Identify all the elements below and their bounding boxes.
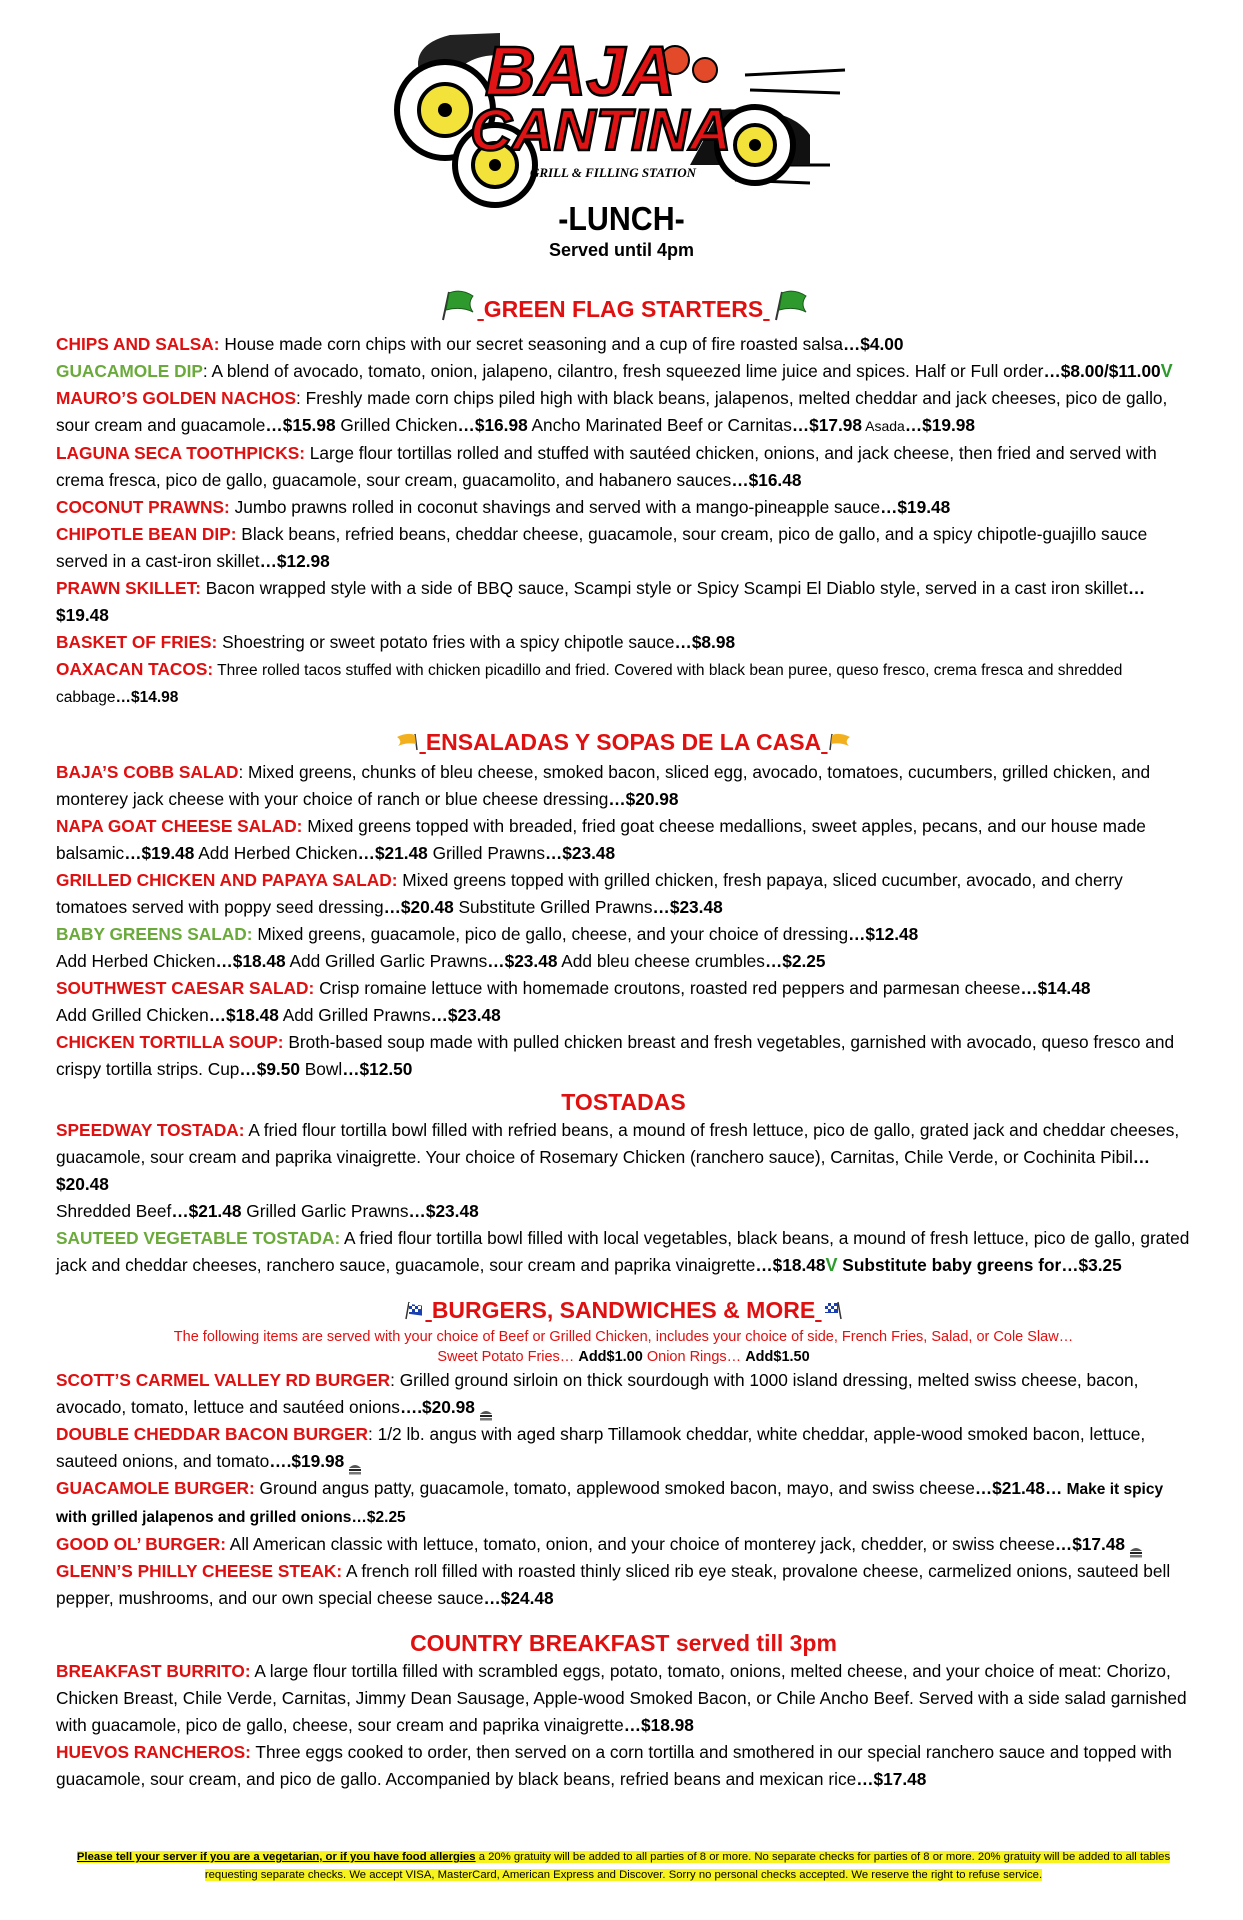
sweet-potato-fries-label: Sweet Potato Fries… [437,1348,579,1365]
item-name: BASKET OF FRIES: [56,632,218,652]
item-price: …$20.48 [56,1146,1151,1194]
item-option: Shredded Beef [56,1200,172,1221]
sides-note-line1: The following items are served with your choice of Beef or Grilled Chicken, includes your choice of side, French Fries, Salad, or Cole Slaw… [173,1328,1074,1345]
item-name: SCOTT’S CARMEL VALLEY RD BURGER [56,1369,391,1390]
item-option: Add Grilled Garlic Prawns [285,950,488,971]
menu-item [56,1029,1191,1083]
green-flag-icon [437,290,477,331]
menu-item [56,385,1191,440]
item-description: Ground angus patty, guacamole, tomato, applewood smoked bacon, mayo, and swiss cheese [254,1477,975,1498]
menu-item [56,921,1191,975]
item-price: …$12.50 [342,1058,413,1079]
item-price: …$18.48 [208,1004,279,1025]
menu-item [56,1117,1191,1225]
item-name: SAUTEED VEGETABLE TOSTADA: [56,1227,341,1248]
item-option: Grilled Garlic Prawns [241,1200,409,1221]
item-price: …$17.98 [791,415,862,435]
sides-note-line2 [56,1347,1191,1367]
section-header-salads [56,727,1191,759]
item-price: …$15.98 [265,415,336,435]
item-price: …$23.48 [430,1004,501,1025]
item-description: A fried flour tortilla bowl filled with refried beans, a mound of fresh lettuce, pico de gallo, grated jack and cheddar cheeses, guacamole, sour cream and paprika vinaigrette. Your choice of Rosemary Chicken (ranchero sauce), Carnitas, Chile Verde, or Cochinita Pibil [56,1119,1180,1167]
menu-item [56,494,1191,521]
yellow-flag-icon [395,729,419,759]
item-name: GUACAMOLE BURGER: [56,1477,255,1498]
onion-rings-price: Add$1.50 [745,1348,810,1365]
item-name: DOUBLE CHEDDAR BACON BURGER [56,1423,369,1444]
item-name: GUACAMOLE DIP [56,361,203,381]
item-description: : A blend of avocado, tomato, onion, jalapeno, cilantro, fresh squeezed lime juice and spices. Half or Full order [202,361,1044,381]
menu-item [56,656,1191,711]
item-price: …$23.48 [652,896,723,917]
item-name: HUEVOS RANCHEROS: [56,1741,251,1762]
item-price: …$21.48 [357,842,428,863]
checkered-flag-icon [403,1297,425,1327]
item-price: …$21.48 [171,1200,242,1221]
item-price: …$8.98 [674,632,736,652]
item-price: …$23.48 [544,842,616,863]
item-description: Mixed greens, guacamole, pico de gallo, cheese, and your choice of dressing [252,923,849,944]
menu-item [56,1367,1191,1421]
yellow-flag-icon [828,729,852,759]
item-price: …$20.48 [383,896,454,917]
footer-policy [56,1848,1191,1884]
item-name: LAGUNA SECA TOOTHPICKS: [56,443,305,463]
section-title-tostadas: TOSTADAS [561,1088,686,1115]
item-name: BREAKFAST BURRITO: [56,1660,251,1681]
menu-item [56,1475,1191,1531]
item-price: …$19.48 [124,842,195,863]
green-flag-icon [770,290,810,331]
menu-item [56,1558,1191,1612]
burger-icon [479,1402,493,1414]
item-name: OAXACAN TACOS: [56,659,214,679]
item-description: : Grilled ground sirloin on thick sourdough with 1000 island dressing, melted swiss cheese, bacon, avocado, tomato, lettuce and sautéed onions [56,1369,1139,1417]
item-name: GRILLED CHICKEN AND PAPAYA SALAD: [56,869,398,890]
item-price: …$18.98 [623,1714,694,1735]
item-price: …$14.48 [1020,977,1091,998]
item-option: Ancho Marinated Beef or Carnitas [527,415,792,435]
menu-item [56,575,1191,629]
item-price: …$12.98 [259,551,330,571]
menu-item [56,1658,1191,1739]
item-price: …$14.98 [115,689,179,706]
item-name: SOUTHWEST CAESAR SALAD: [56,977,315,998]
item-description: : 1/2 lb. angus with aged sharp Tillamook cheddar, white cheddar, apple-wood smoked bacon, lettuce, sauteed onions, and tomato [56,1423,1146,1471]
item-price: …$21.48… [974,1477,1063,1498]
item-name: PRAWN SKILLET: [56,578,201,598]
item-name: MAURO’S GOLDEN NACHOS [56,388,297,408]
item-option: Add Grilled Chicken [56,1004,209,1025]
item-name: CHIPS AND SALSA: [56,334,220,354]
item-price: …$8.00/$11.00 [1043,361,1161,381]
onion-rings-label: Onion Rings… [642,1348,746,1365]
item-price: …$23.48 [487,950,558,971]
item-price: ….$20.98 [399,1396,475,1417]
checkered-flag-icon [822,1297,844,1327]
menu-item [56,358,1191,385]
item-option: Add Grilled Prawns [278,1004,431,1025]
item-price: …$24.48 [483,1587,554,1608]
section-title-salads: ENSALADAS Y SOPAS DE LA CASA [425,729,822,755]
item-price: …$19.48 [56,578,1146,625]
section-title-burgers: BURGERS, SANDWICHES & MORE [431,1296,816,1323]
item-extra: Make it spicy with grilled jalapenos and grilled onions…$2.25 [56,1480,1164,1526]
item-description: Mixed greens topped with grilled chicken, fresh papaya, sliced cucumber, avocado, and cherry tomatoes served with poppy seed dressing [56,869,1123,917]
item-description: Jumbo prawns rolled in coconut shavings and served with a mango-pineapple sauce [229,497,881,517]
item-description: : Mixed greens, chunks of bleu cheese, smoked bacon, sliced egg, avocado, tomatoes, cucumbers, grilled chicken, and monterey jack cheese with your choice of ranch or blue cheese dressing [56,761,1151,809]
section-header-tostadas [56,1087,1191,1117]
item-name: GLENN’S PHILLY CHEESE STEAK: [56,1560,343,1581]
item-price: ….$19.98 [269,1450,345,1471]
item-description: All American classic with lettuce, tomato, onion, and your choice of monterey jack, chedder, or swiss cheese [225,1533,1055,1554]
meal-title: -LUNCH- [558,200,685,237]
item-name: CHICKEN TORTILLA SOUP: [56,1031,284,1052]
logo-word-baja: BAJA [485,32,676,110]
item-price: …$4.00 [842,334,904,354]
item-price: …$18.48 [215,950,286,971]
item-description: Crisp romaine lettuce with homemade croutons, roasted red peppers and parmesan cheese [314,977,1021,998]
item-description: Shoestring or sweet potato fries with a spicy chipotle sauce [217,632,675,652]
logo-tagline: GRILL & FILLING STATION [530,165,697,180]
vegetarian-mark: V [825,1254,838,1275]
item-price: …$20.98 [608,788,679,809]
burger-icon [1129,1539,1143,1551]
section-title-breakfast: COUNTRY BREAKFAST served till 3pm [410,1629,837,1656]
item-price: …$9.50 [239,1058,300,1079]
menu-item [56,521,1191,575]
item-option: Grilled Prawns [427,842,545,863]
item-name: BABY GREENS SALAD: [56,923,253,944]
item-description: Black beans, refried beans, cheddar cheese, guacamole, sour cream, pico de gallo, and a spicy chipotle-guajillo sauce served in a cast-iron skillet [56,524,1148,571]
item-description: A fried flour tortilla bowl filled with local vegetables, black beans, a mound of fresh lettuce, pico de gallo, grated jack and cheddar cheeses, ranchero sauce, guacamole, sour cream and paprika vinaigrette [56,1227,1190,1275]
item-description: House made corn chips with our secret seasoning and a cup of fire roasted salsa [219,334,843,354]
menu-item [56,813,1191,867]
section-header-burgers [56,1295,1191,1327]
item-name: NAPA GOAT CHEESE SALAD: [56,815,303,836]
item-description: : Freshly made corn chips piled high with black beans, jalapenos, melted cheddar and jack cheeses, pico de gallo, sour cream and guacamole [56,388,1168,435]
burger-icon [348,1456,362,1468]
vegetarian-mark: V [1160,361,1173,381]
menu-item [56,1531,1191,1558]
item-name: GOOD OL’ BURGER: [56,1533,226,1554]
item-description: Broth-based soup made with pulled chicken breast and fresh vegetables, garnished with avocado, queso fresco and crispy tortilla strips. Cup [56,1031,1175,1079]
item-price: …$19.98 [904,415,975,435]
item-description: Bacon wrapped style with a side of BBQ sauce, Scampi style or Spicy Scampi El Diablo style, served in a cast iron skillet [200,578,1128,598]
item-price: …$16.98 [457,415,528,435]
item-option: Add Herbed Chicken [194,842,358,863]
item-name: SPEEDWAY TOSTADA: [56,1119,245,1140]
menu-item [56,867,1191,921]
menu-item [56,331,1191,358]
item-name: CHIPOTLE BEAN DIP: [56,524,237,544]
item-option: Asada [862,418,905,434]
sweet-potato-fries-price: Add$1.00 [578,1348,643,1365]
item-name: BAJA’S COBB SALAD [56,761,239,782]
item-description: Three eggs cooked to order, then served on a corn tortilla and smothered in our special ranchero sauce and topped with guacamole, sour cream, and pico de gallo. Accompanied by black beans, refried beans and mexican rice [56,1741,1172,1789]
item-option: Grilled Chicken [335,415,458,435]
item-option: Add Herbed Chicken [56,950,216,971]
item-price: …$23.48 [408,1200,479,1221]
item-price: …$16.48 [731,470,802,490]
item-price: …$17.48 [1054,1533,1126,1554]
item-price: …$2.25 [764,950,826,971]
item-price: …$19.48 [880,497,951,517]
item-price: …$18.48 [755,1254,826,1275]
item-option: Bowl [299,1058,343,1079]
menu-item [56,1421,1191,1475]
item-description: A large flour tortilla filled with scrambled eggs, potato, tomato, onions, melted cheese, and your choice of meat: Chorizo, Chicken Breast, Chile Verde, Carnitas, Jimmy Dean Sausage, Apple-wood Smoked Bacon, or Chile Ancho Beef. Served with a side salad garnished with guacamole, pico de gallo, cheese, sour cream and paprika vinaigrette [56,1660,1187,1735]
item-description: Three rolled tacos stuffed with chicken picadillo and fried. Covered with black bean puree, queso fresco, crema fresca and shredded cabbage [56,662,1123,706]
menu-item [56,975,1191,1029]
item-name: COCONUT PRAWNS: [56,497,230,517]
section-title-starters: GREEN FLAG STARTERS [483,295,764,322]
item-option: Substitute Grilled Prawns [453,896,653,917]
baja-cantina-logo [390,15,850,210]
item-price: …$12.48 [848,923,919,944]
item-extra: Substitute baby greens for…$3.25 [837,1254,1122,1275]
served-hours: Served until 4pm [548,240,695,260]
menu-item [56,1739,1191,1793]
logo-graphic [390,15,850,210]
menu-item [56,1225,1191,1279]
section-header-starters [56,290,1191,331]
section-header-breakfast [56,1628,1191,1658]
item-description: Large flour tortillas rolled and stuffed with sautéed chicken, onions, and jack cheese, then fried and served with crema fresca, pico de gallo, guacamole, sour cream, guacamolito, and habanero sauces [56,443,1157,490]
menu-item [56,759,1191,813]
burger-sides-note [56,1327,1191,1367]
gratuity-policy: a 20% gratuity will be added to all parties of 8 or more. No separate checks for parties of 8 or more. 20% gratuity will be added to all tables requesting separate checks. We accept VISA, MasterCard, American Express and Discover. Sorry no personal checks accepted. We reserve the right to refuse service. [204,1851,1171,1881]
footer-highlight [77,1851,1170,1881]
logo-word-cantina: CANTINA [470,98,731,163]
item-description: Mixed greens topped with breaded, fried goat cheese medallions, sweet apples, pecans, and our house made balsamic [56,815,1146,863]
item-option: Add bleu cheese crumbles [557,950,765,971]
menu-content [56,290,1191,1793]
item-description: A french roll filled with roasted thinly sliced rib eye steak, provalone cheese, carmelized onions, sauteed bell pepper, mushrooms, and our own special cheese sauce [56,1560,1171,1608]
item-price: …$17.48 [856,1768,927,1789]
menu-item [56,629,1191,656]
menu-item [56,440,1191,494]
allergy-notice: Please tell your server if you are a vegetarian, or if you have food allergies [76,1851,476,1863]
